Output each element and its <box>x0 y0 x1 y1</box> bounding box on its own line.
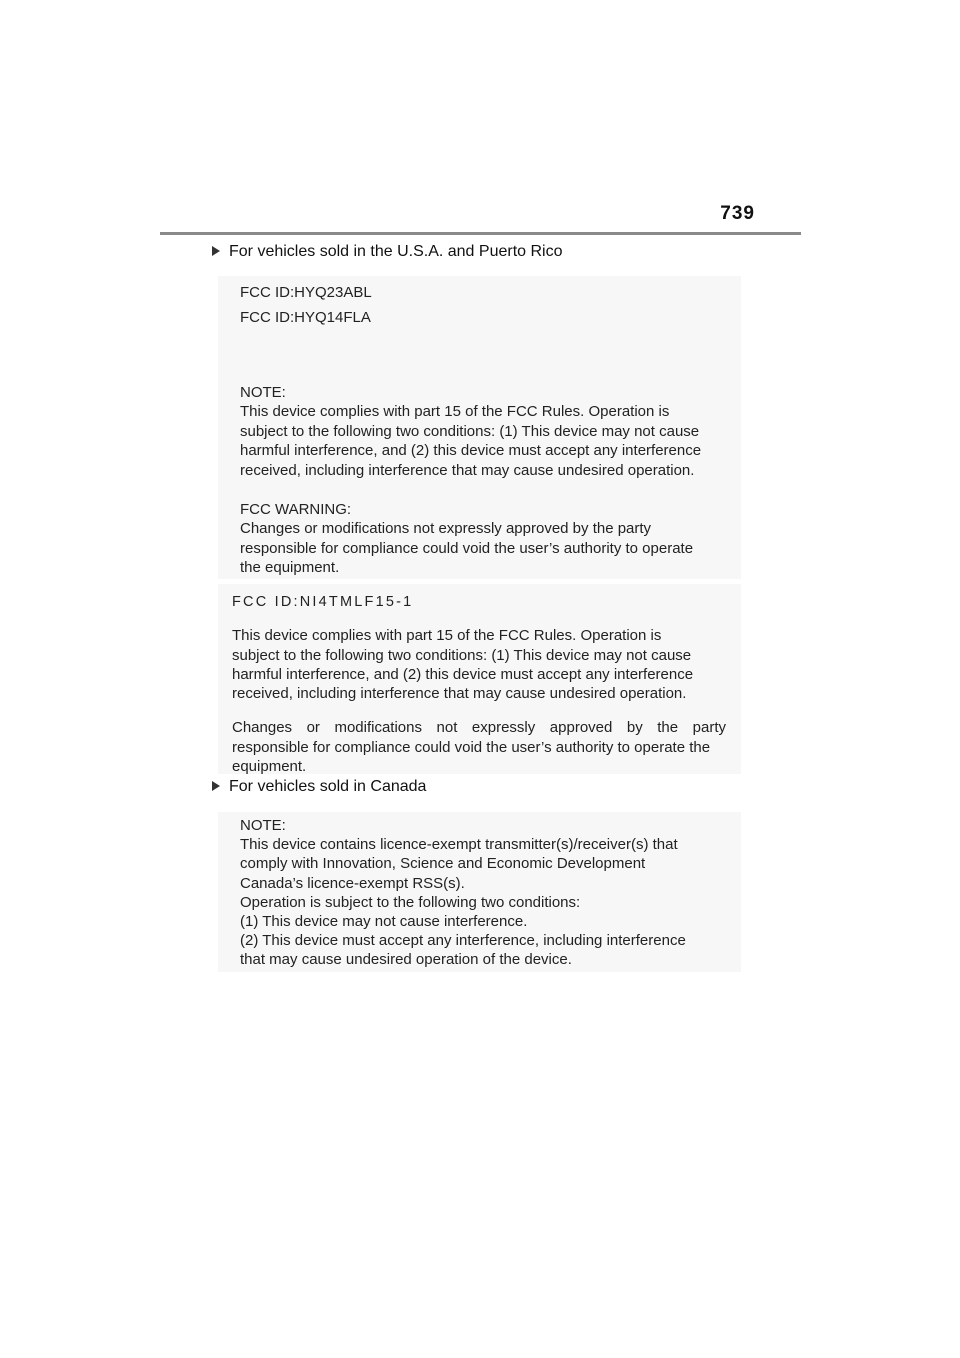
section-heading-canada-text: For vehicles sold in Canada <box>229 778 427 795</box>
section-heading-canada <box>212 778 426 796</box>
note-line: subject to the following two conditions: (1) This device may not cause <box>240 422 700 440</box>
compliance-line: received, including interference that may cause undesired operation. <box>232 685 687 703</box>
triangle-bullet-icon <box>212 781 220 791</box>
compliance-line: subject to the following two conditions: (1) This device may not cause <box>232 646 692 664</box>
section-heading-usa-text: For vehicles sold in the U.S.A. and Puerto Rico <box>229 243 563 260</box>
warning-line: responsible for compliance could void the user’s authority to operate <box>240 539 694 557</box>
fcc-id-line: FCC ID:HYQ14FLA <box>240 309 371 326</box>
fcc-notice-image-usa-1 <box>218 276 741 579</box>
warning-title: FCC WARNING: <box>240 501 352 519</box>
note-line: Canada’s licence-exempt RSS(s). <box>240 874 465 892</box>
page-number: 739 <box>720 203 755 224</box>
note-line: (1) This device may not cause interference. <box>240 913 528 931</box>
note-line: harmful interference, and (2) this device must accept any interference <box>240 442 702 460</box>
note-line: (2) This device must accept any interference, including interference <box>240 932 686 950</box>
note-title: NOTE: <box>240 817 286 834</box>
fcc-id-line: FCC ID:NI4TMLF15-1 <box>232 594 414 610</box>
note-title: NOTE: <box>240 384 286 401</box>
compliance-line: harmful interference, and (2) this device must accept any interference <box>232 665 694 683</box>
header-rule <box>160 232 801 235</box>
note-line: received, including interference that may cause undesired operation. <box>240 461 695 479</box>
warning-line: equipment. <box>232 758 307 776</box>
warning-line: responsible for compliance could void the user’s authority to operate the <box>232 738 711 756</box>
note-line: This device complies with part 15 of the FCC Rules. Operation is <box>240 403 670 421</box>
warning-line: Changes or modifications not expressly approved by the party <box>232 719 726 737</box>
section-heading-usa <box>212 243 563 261</box>
triangle-bullet-icon <box>212 246 220 256</box>
note-line: that may cause undesired operation of the device. <box>240 951 572 969</box>
fcc-notice-image-usa-2 <box>218 584 741 774</box>
note-line: This device contains licence-exempt transmitter(s)/receiver(s) that <box>240 836 678 854</box>
compliance-line: This device complies with part 15 of the FCC Rules. Operation is <box>232 627 662 645</box>
note-line: Operation is subject to the following two conditions: <box>240 893 581 911</box>
warning-line: Changes or modifications not expressly approved by the party <box>240 520 652 538</box>
fcc-id-line: FCC ID:HYQ23ABL <box>240 284 372 301</box>
ised-notice-image-canada <box>218 812 741 972</box>
note-line: comply with Innovation, Science and Economic Development <box>240 855 646 873</box>
warning-line: the equipment. <box>240 559 340 577</box>
